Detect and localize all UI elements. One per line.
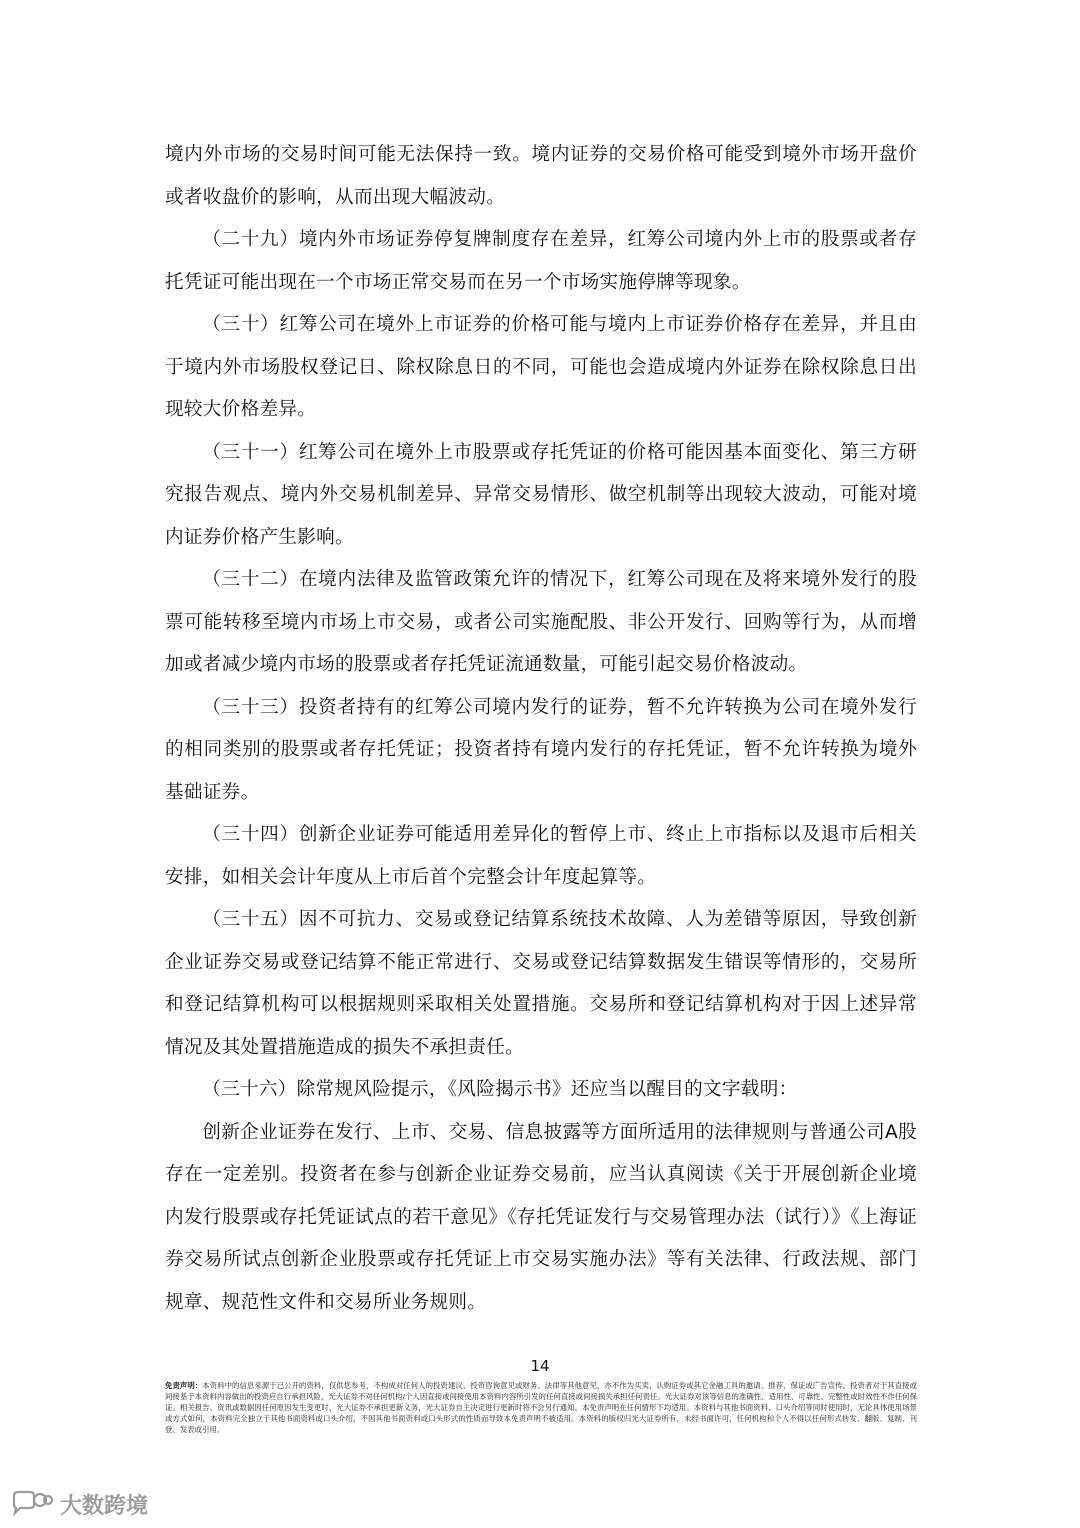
disclaimer-label: 免责声明： <box>165 1381 203 1390</box>
page-number: 14 <box>530 1357 550 1375</box>
disclaimer-text: 本资料中的信息来源于已公开的资料，仅供您参考，不构成对任何人的投资建议、投资咨询意见或财务、法律等其他意见，亦不作为买卖、认购证券或其它金融工具的邀请、推荐、保证或广告宣传。投资者对于其直接或间接基于本资料内容做出的投资应自行承担风险，光大证券不对任何机构/个人因直接或间接使用本资料内容所引发的任何直接或间接损失承担任何责任。光大证券对该等信息的准确性、适用性、可靠性、完整性或时效性不作任何保证。相关报告、资讯或数据因任何原因发生变更时，光大证券不承担更新义务，光大证券自主决定进行更新时将不会另行通知。本免责声明在任何情形下均适用。本资料与其他书面资料、口头介绍等同时使用时，无论具体使用场景或方式如何，本资料完全独立于其他书面资料或口头介绍，不因其他书面资料或口头形式的性质而导致本免责声明不被适用。本资料的版权归光大证券所有，未经书面许可，任何机构和个人不得以任何形式转发、翻版、复制、刊登、发表或引用。 <box>165 1381 917 1434</box>
paragraph: （三十三）投资者持有的红筹公司境内发行的证券，暂不允许转换为公司在境外发行的相同类别的股票或者存托凭证；投资者持有境内发行的存托凭证，暂不允许转换为境外基础证券。 <box>165 696 917 803</box>
paragraph: （三十）红筹公司在境外上市证券的价格可能与境内上市证券价格存在差异，并且由于境内外市场股权登记日、除权除息日的不同，可能也会造成境内外证券在除权除息日出现较大价格差异。 <box>165 314 917 420</box>
chat-bubble-logo-icon <box>10 1490 54 1518</box>
paragraph: （二十九）境内外市场证券停复牌制度存在差异，红筹公司境内外上市的股票或者存托凭证可能出现在一个市场正常交易而在另一个市场实施停牌等现象。 <box>165 229 917 293</box>
watermark <box>10 1488 148 1520</box>
document-body <box>165 134 917 1324</box>
paragraph: 境内外市场的交易时间可能无法保持一致。境内证券的交易价格可能受到境外市场开盘价或者收盘价的影响，从而出现大幅波动。 <box>165 144 917 208</box>
disclaimer <box>165 1380 917 1435</box>
paragraph: （三十六）除常规风险提示，《风险揭示书》还应当以醒目的文字载明： <box>202 1079 798 1100</box>
paragraph: （三十一）红筹公司在境外上市股票或存托凭证的价格可能因基本面变化、第三方研究报告观点、境内外交易机制差异、异常交易情形、做空机制等出现较大波动，可能对境内证券价格产生影响。 <box>165 441 917 548</box>
watermark-text: 大数跨境 <box>60 1493 149 1519</box>
paragraph: （三十五）因不可抗力、交易或登记结算系统技术故障、人为差错等原因，导致创新企业证券交易或登记结算不能正常进行、交易或登记结算数据发生错误等情形的，交易所和登记结算机构可以根据规则采取相关处置措施。交易所和登记结算机构对于因上述异常情况及其处置措施造成的损失不承担责任。 <box>165 909 917 1058</box>
paragraph: 创新企业证券在发行、上市、交易、信息披露等方面所适用的法律规则与普通公司A股存在一定差别。投资者在参与创新企业证券交易前，应当认真阅读《关于开展创新企业境内发行股票或存托凭证试点的若干意见》《存托凭证发行与交易管理办法（试行）》《上海证券交易所试点创新企业股票或存托凭证上市交易实施办法》等有关法律、行政法规、部门规章、规范性文件和交易所业务规则。 <box>165 1121 917 1313</box>
paragraph: （三十四）创新企业证券可能适用差异化的暂停上市、终止上市指标以及退市后相关安排，如相关会计年度从上市后首个完整会计年度起算等。 <box>165 824 917 888</box>
paragraph: （三十二）在境内法律及监管政策允许的情况下，红筹公司现在及将来境外发行的股票可能转移至境内市场上市交易，或者公司实施配股、非公开发行、回购等行为，从而增加或者减少境内市场的股票或者存托凭证流通数量，可能引起交易价格波动。 <box>165 569 917 675</box>
